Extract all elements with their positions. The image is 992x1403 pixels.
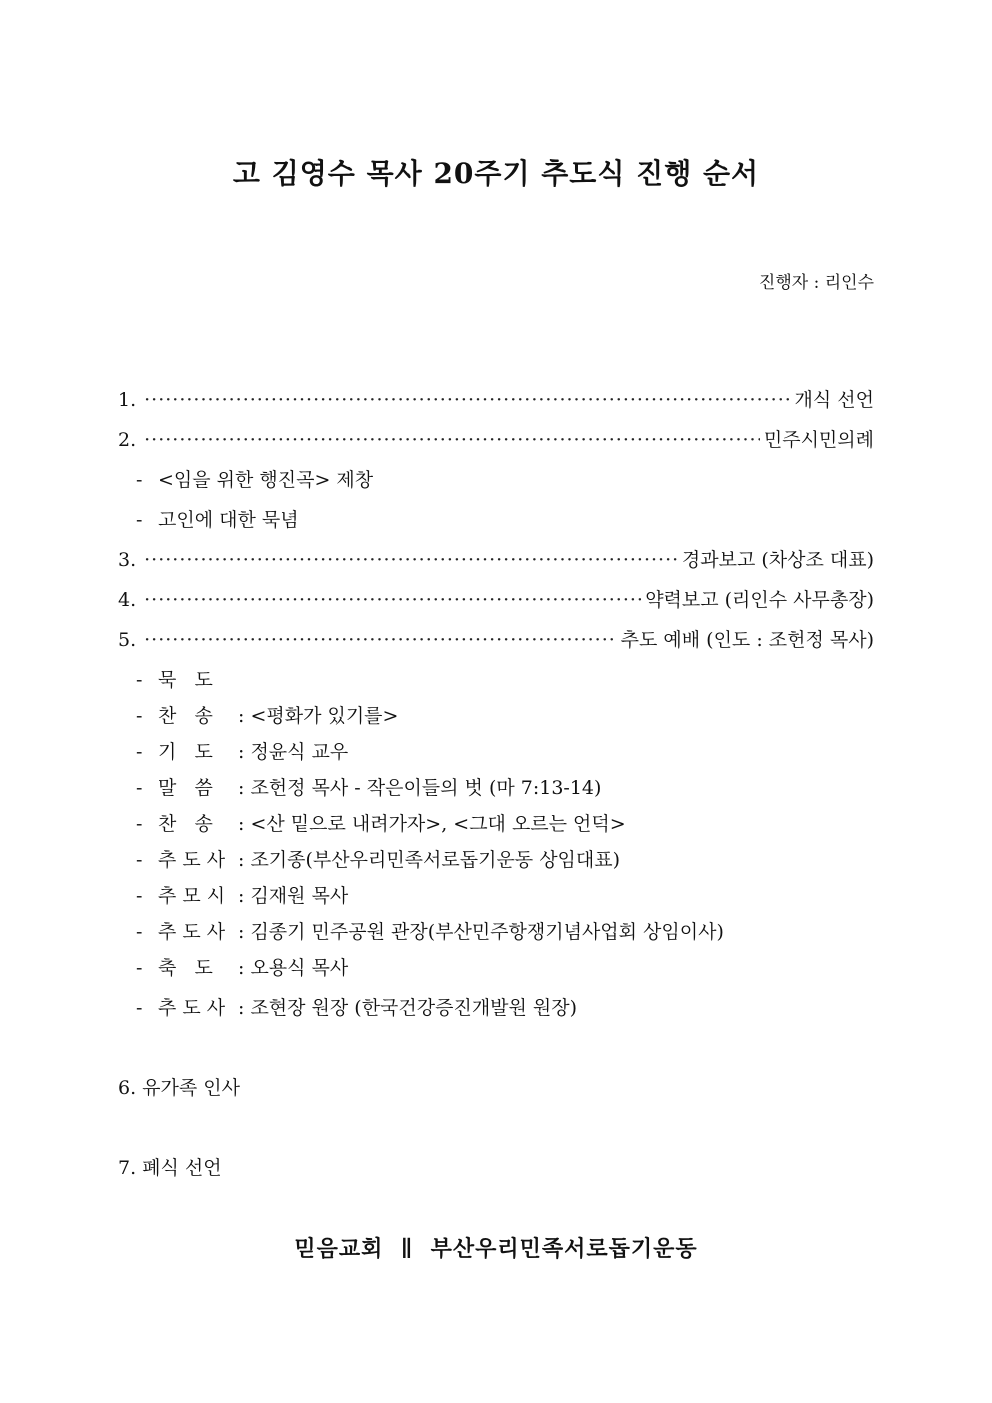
dot-leader — [144, 385, 790, 415]
program-item-text: 경과보고 (차상조 대표) — [678, 545, 874, 575]
program-item-2 — [118, 425, 874, 455]
service-item-label: 추 도 사 — [158, 921, 226, 943]
dot-leader — [144, 585, 641, 615]
service-item-label: 추 도 사 — [158, 849, 226, 871]
program-item-number: 1. — [118, 389, 137, 411]
rite-sub-item — [136, 465, 373, 495]
dash: - — [136, 957, 143, 979]
dash: - — [136, 741, 143, 763]
dash: - — [136, 509, 143, 531]
service-item-value: : 오용식 목사 — [238, 957, 349, 979]
dot-leader — [144, 625, 617, 655]
service-item-label: 추 도 사 — [158, 997, 226, 1019]
service-item-label: 말 씀 — [158, 777, 213, 799]
program-item-text: 추도 예배 (인도 : 조헌정 목사) — [617, 625, 874, 655]
service-item-label: 묵 도 — [158, 669, 213, 691]
dot-leader — [144, 425, 760, 455]
dash: - — [136, 921, 143, 943]
service-item-value: : 조기종(부산우리민족서로돕기운동 상임대표) — [238, 849, 621, 871]
program-item-text: 약력보고 (리인수 사무총장) — [641, 585, 874, 615]
dash: - — [136, 849, 143, 871]
service-item — [136, 701, 398, 731]
service-item-label: 찬 송 — [158, 813, 213, 835]
program-item-number: 3. — [118, 549, 137, 571]
service-item — [136, 809, 626, 839]
service-item — [136, 845, 620, 875]
service-item-label: 추 모 시 — [158, 885, 226, 907]
service-item-value: : 조헌정 목사 - 작은이들의 벗 (마 7:13-14) — [238, 777, 602, 799]
program-item-text: 민주시민의례 — [760, 425, 874, 455]
program-item-5 — [118, 625, 874, 655]
program-item-1 — [118, 385, 874, 415]
program-item-number: 4. — [118, 589, 137, 611]
service-item — [136, 737, 348, 767]
program-item-3 — [118, 545, 874, 575]
presenter: 진행자 : 리인수 — [758, 273, 874, 293]
program-item-number: 2. — [118, 429, 137, 451]
service-item-value: : 조현장 원장 (한국건강증진개발원 원장) — [238, 997, 578, 1019]
service-item — [136, 773, 601, 803]
dash: - — [136, 705, 143, 727]
dash: - — [136, 469, 143, 491]
rite-sub-item — [136, 505, 299, 535]
rite-sub-item-text: 고인에 대한 묵념 — [158, 509, 299, 531]
dot-leader — [144, 545, 678, 575]
service-item — [136, 917, 724, 947]
dash: - — [136, 997, 143, 1019]
service-item — [136, 881, 348, 911]
program-item-number: 5. — [118, 629, 137, 651]
service-item-value: : 김종기 민주공원 관장(부산민주항쟁기념사업회 상임이사) — [238, 921, 724, 943]
page-title: 고 김영수 목사 20주기 추도식 진행 순서 — [232, 157, 760, 190]
program-item-6: 6. 유가족 인사 — [118, 1077, 240, 1099]
service-item-label: 축 도 — [158, 957, 213, 979]
program-item-text: 개식 선언 — [791, 385, 874, 415]
dash: - — [136, 813, 143, 835]
service-item-label: 찬 송 — [158, 705, 213, 727]
service-item-value: : <평화가 있기를> — [238, 705, 399, 727]
program-item-4 — [118, 585, 874, 615]
service-item-label: 기 도 — [158, 741, 213, 763]
footer-organizers: 믿음교회 ∥ 부산우리민족서로돕기운동 — [294, 1236, 698, 1262]
rite-sub-item-text: <임을 위한 행진곡> 제창 — [158, 469, 374, 491]
service-item-value: : 김재원 목사 — [238, 885, 349, 907]
dash: - — [136, 669, 143, 691]
service-item — [136, 953, 348, 983]
service-item — [136, 993, 577, 1023]
program-item-7: 7. 폐식 선언 — [118, 1157, 222, 1179]
service-item-value: : 정윤식 교우 — [238, 741, 349, 763]
service-item-value: : <산 밑으로 내려가자>, <그대 오르는 언덕> — [238, 813, 626, 835]
dash: - — [136, 885, 143, 907]
service-item — [136, 665, 238, 695]
dash: - — [136, 777, 143, 799]
